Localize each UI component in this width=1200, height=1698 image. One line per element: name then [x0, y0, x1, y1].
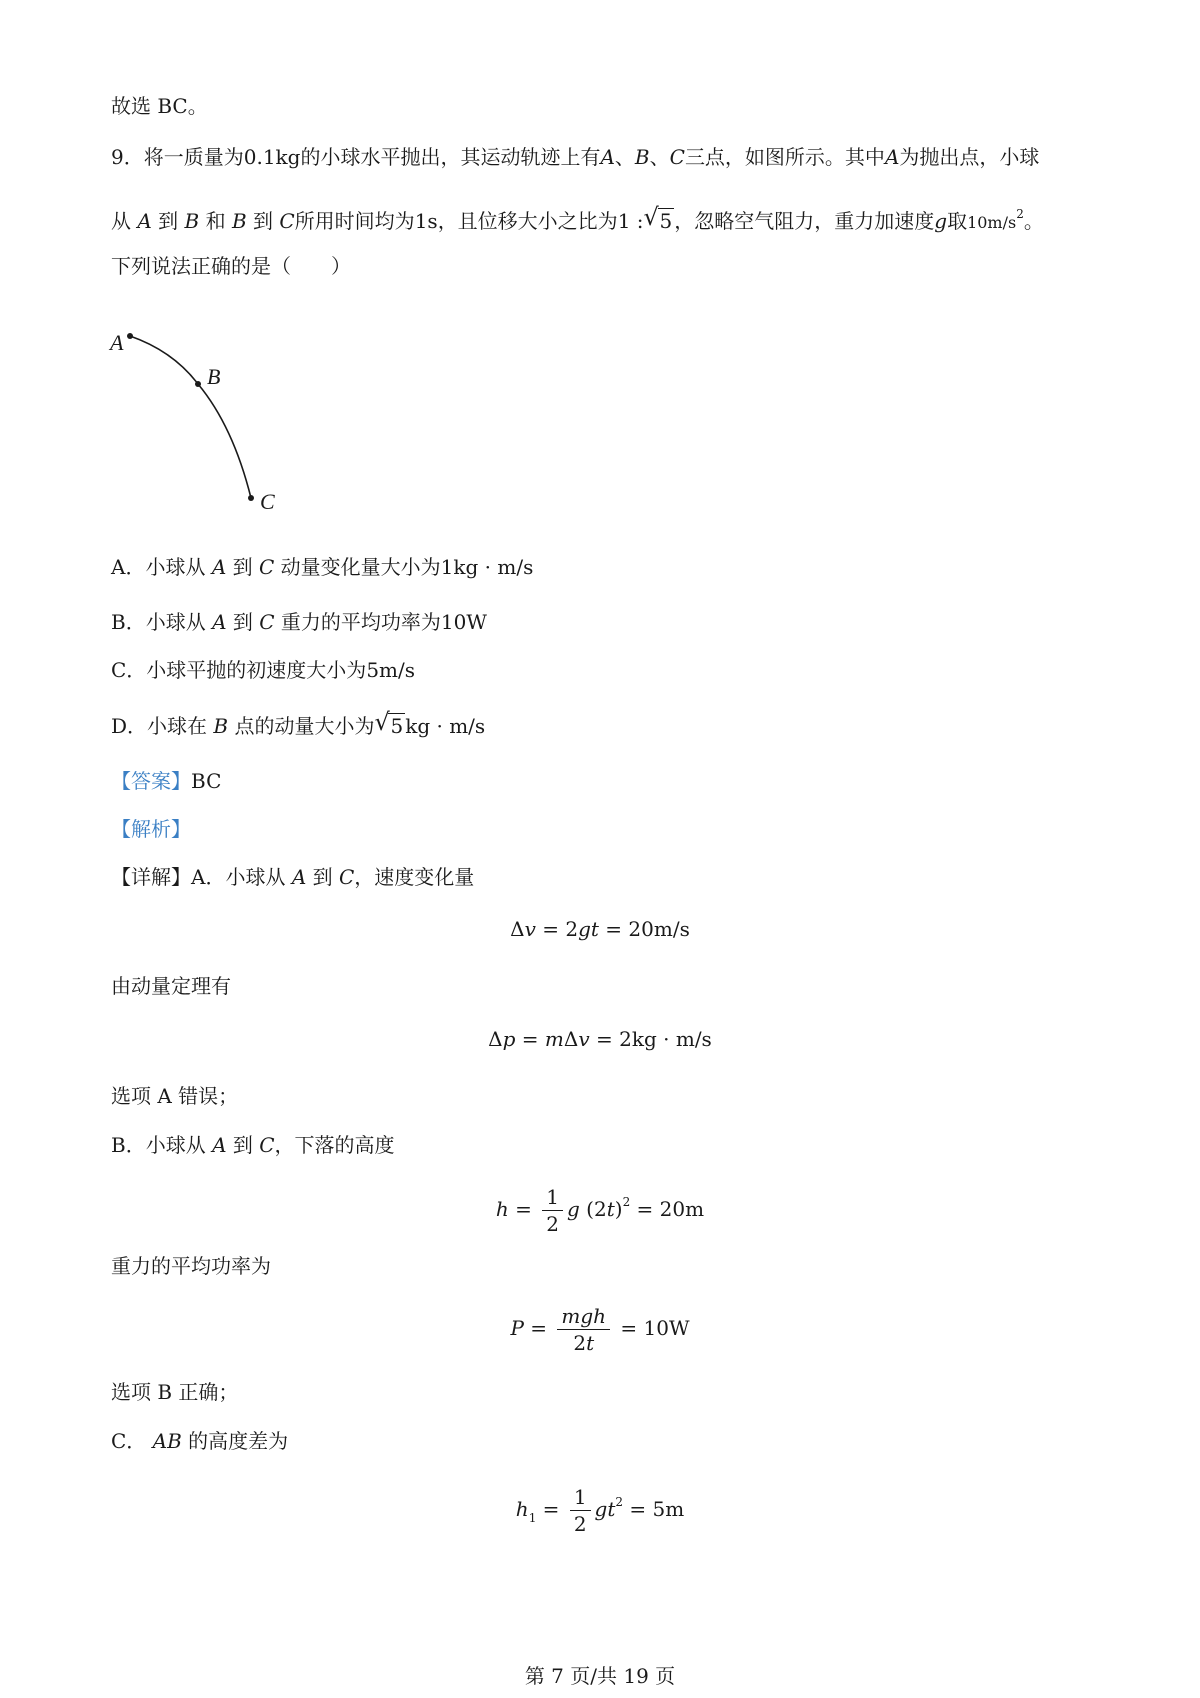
q-text: 取	[947, 209, 968, 233]
point-a-dot	[127, 333, 133, 339]
equation-delta-p	[0, 1025, 1200, 1053]
previous-conclusion	[111, 92, 208, 120]
option-text: D．小球在	[111, 714, 208, 738]
label-c: C	[260, 489, 275, 514]
option-text: 点的动量大小为	[234, 714, 375, 738]
q-text: 的小球水平抛出，其运动轨迹上有	[300, 145, 601, 169]
frac-num: 1	[542, 1184, 563, 1211]
q-text: 到	[158, 209, 179, 233]
q-text: 9．将一质量为	[111, 145, 244, 169]
q-text: ，且位移大小之比为	[437, 209, 618, 233]
q-point-a: A	[600, 145, 615, 169]
frac-num: mgh	[557, 1303, 610, 1330]
question-line-2	[111, 200, 1044, 237]
trajectory-svg	[108, 326, 288, 526]
option-b-verdict	[111, 1378, 238, 1406]
answer-label: 【答案】	[111, 769, 191, 793]
eq-part: h	[495, 1197, 509, 1221]
equation-height	[0, 1174, 1200, 1237]
eq-part: = 2	[535, 917, 579, 941]
eq-fraction	[570, 1484, 591, 1537]
q-text: 所用时间均为	[294, 209, 415, 233]
trajectory-curve	[130, 336, 251, 498]
eq-part: = 10W	[614, 1316, 690, 1340]
detail-text: 重力的平均功率为	[111, 1254, 271, 1278]
label-b: B	[207, 364, 221, 389]
eq-part: v	[524, 917, 536, 941]
q-ratio-sqrt: √ 5	[643, 203, 673, 233]
eq-part: Δ	[563, 1027, 579, 1051]
eq-part: Δ	[510, 917, 525, 941]
option-d	[111, 708, 486, 740]
q-gravity-exponent: 2	[1016, 207, 1024, 221]
detail-point: C	[259, 1133, 275, 1157]
eq-part: = 20m	[630, 1197, 705, 1221]
eq-part: =	[536, 1497, 566, 1521]
label-a: A	[110, 330, 124, 355]
detail-label: 【详解】	[111, 865, 191, 889]
eq-part: )	[614, 1197, 623, 1221]
eq-part: = 20m/s	[598, 917, 690, 941]
detail-text: 由动量定理有	[111, 974, 231, 998]
q-ratio-left: 1 :	[617, 209, 644, 233]
q-point-c: C	[669, 145, 685, 169]
option-a-verdict	[111, 1082, 238, 1110]
analysis-label: 【解析】	[111, 817, 191, 841]
q-point-b: B	[634, 145, 650, 169]
option-c	[111, 656, 415, 684]
eq-part: =	[523, 1316, 554, 1340]
eq-subscript: 1	[528, 1511, 537, 1525]
option-text: A．小球从	[111, 555, 206, 579]
point-b-dot	[195, 381, 201, 387]
equation-delta-v	[0, 915, 1200, 943]
detail-text: A．小球从	[191, 865, 286, 889]
q-time-value: 1s	[414, 209, 438, 233]
frac-den	[569, 1330, 598, 1356]
frac-num: 1	[570, 1484, 591, 1511]
option-point: C	[259, 610, 275, 634]
eq-part: g	[567, 1197, 580, 1221]
eq-part: Δ	[488, 1027, 503, 1051]
analysis-line	[111, 815, 191, 843]
detail-text: 的高度差为	[188, 1429, 289, 1453]
page-number: 第 7 页/共 19 页	[524, 1664, 676, 1688]
equation-power	[0, 1300, 1200, 1356]
q-gravity-symbol: g	[934, 209, 948, 233]
detail-point: A	[291, 865, 307, 889]
eq-part: h	[515, 1497, 529, 1521]
question-line-1	[111, 143, 1039, 171]
eq-part: p	[502, 1027, 516, 1051]
q-text: 。	[1023, 209, 1044, 233]
eq-fraction	[557, 1303, 610, 1356]
eq-part: (2	[579, 1197, 607, 1221]
detail-point: AB	[152, 1429, 182, 1453]
eq-part: = 5m	[623, 1497, 685, 1521]
q-text: 和	[205, 209, 226, 233]
eq-part: t	[606, 1197, 615, 1221]
answer-line	[111, 767, 221, 795]
option-a	[111, 553, 533, 581]
option-point: A	[211, 555, 227, 579]
eq-part: v	[578, 1027, 590, 1051]
eq-fraction	[542, 1184, 563, 1237]
eq-exponent: 2	[622, 1195, 631, 1209]
q-point-a: A	[137, 209, 152, 233]
q-point-b: B	[184, 209, 200, 233]
detail-text: B．小球从	[111, 1133, 206, 1157]
option-text: 到	[232, 610, 253, 634]
option-text: 重力的平均功率为	[280, 610, 441, 634]
detail-text: 到	[232, 1133, 253, 1157]
detail-point: C	[338, 865, 355, 889]
option-value: 5m/s	[366, 658, 416, 682]
eq-part: P	[510, 1316, 524, 1340]
option-text: 到	[232, 555, 253, 579]
eq-part: = 2kg · m/s	[589, 1027, 712, 1051]
detail-text: ，下落的高度	[274, 1133, 395, 1157]
option-text: C．小球平抛的初速度大小为	[111, 658, 367, 682]
question-line-3	[111, 252, 351, 280]
eq-part: t	[586, 1331, 595, 1355]
q-point-b: B	[231, 209, 247, 233]
q-prompt: 下列说法正确的是（ ）	[111, 254, 351, 278]
detail-text: 选项 A 错误；	[111, 1084, 239, 1108]
option-point: B	[213, 714, 229, 738]
detail-text: 到	[312, 865, 333, 889]
option-b	[111, 608, 487, 636]
detail-point: A	[212, 1133, 227, 1157]
eq-exponent: 2	[615, 1495, 624, 1509]
q-point-a: A	[884, 145, 900, 169]
answer-value: BC	[191, 769, 222, 793]
frac-den: 2	[573, 1512, 587, 1536]
option-d-sqrt: √ 5	[374, 708, 404, 738]
sqrt-radicand: 5	[390, 714, 404, 738]
power-intro-line	[111, 1252, 271, 1280]
eq-part: m	[544, 1027, 564, 1051]
option-point: C	[258, 555, 275, 579]
eq-part: 2	[573, 1331, 587, 1355]
trajectory-figure	[108, 326, 288, 526]
eq-part: gt	[578, 917, 599, 941]
point-c-dot	[248, 495, 254, 501]
eq-part: =	[515, 1027, 545, 1051]
option-value: kg · m/s	[405, 714, 486, 738]
detail-a-intro	[111, 863, 474, 891]
detail-b-intro	[111, 1131, 395, 1159]
frac-den: 2	[546, 1212, 559, 1236]
q-sep: 、	[614, 145, 635, 169]
detail-text: ，速度变化量	[354, 865, 475, 889]
detail-text: C．	[111, 1429, 147, 1453]
q-text: ，忽略空气阻力，重力加速度	[674, 209, 935, 233]
q-text: 到	[253, 209, 274, 233]
option-value: 10W	[440, 610, 487, 634]
q-point-c: C	[279, 209, 295, 233]
option-value: 1kg · m/s	[440, 555, 534, 579]
q-mass: 0.1kg	[243, 145, 301, 169]
conclusion-text: 故选 BC。	[111, 94, 208, 118]
option-point: A	[212, 610, 227, 634]
option-text: B．小球从	[111, 610, 206, 634]
equation-height-ab	[0, 1474, 1200, 1546]
momentum-theorem-line	[111, 972, 231, 1000]
eq-part: =	[508, 1197, 539, 1221]
q-gravity-value: 10m/s	[967, 213, 1017, 232]
detail-text: 选项 B 正确；	[111, 1380, 239, 1404]
detail-c-intro	[111, 1427, 288, 1455]
page-footer	[0, 1660, 1200, 1689]
q-text: 为抛出点，小球	[899, 145, 1040, 169]
q-sep: 、	[649, 145, 670, 169]
option-text: 动量变化量大小为	[280, 555, 441, 579]
sqrt-radicand: 5	[659, 209, 673, 233]
q-text: 三点，如图所示。其中	[684, 145, 885, 169]
eq-part: gt	[594, 1497, 616, 1521]
q-text: 从	[111, 209, 131, 233]
